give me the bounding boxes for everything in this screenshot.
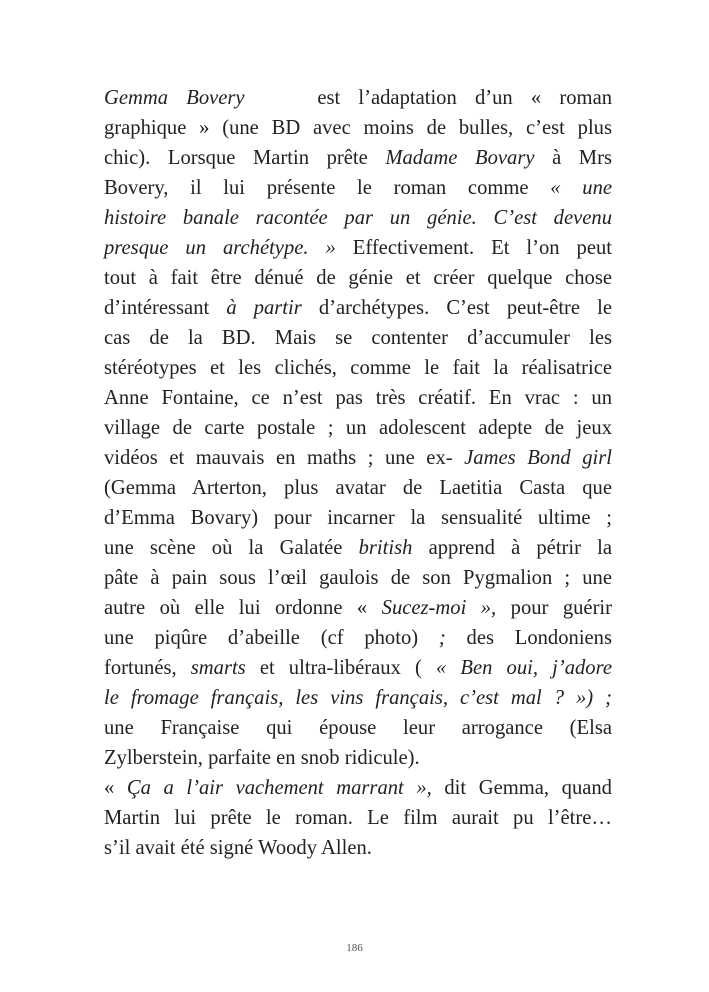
book-title: Madame Bovary — [385, 147, 535, 169]
text-line: cas de la BD. Mais se contenter d’accumuler les — [104, 327, 612, 349]
text-line: stéréotypes et les clichés, comme le fait la réalisatrice — [104, 357, 612, 379]
text-line: graphique » (une BD avec moins de bulles, c’est plus — [104, 117, 612, 139]
text-line: pâte à pain sous l’œil gaulois de son Pygmalion ; une — [104, 567, 612, 589]
film-title: Gemma Bovery — [104, 87, 245, 109]
text-line: chic). Lorsque Martin prête Madame Bovary à Mrs — [104, 147, 612, 169]
text-line: presque un archétype. » Effectivement. Et l’on peut — [104, 237, 612, 259]
text-line: d’intéressant à partir d’archétypes. C’est peut-être le — [104, 297, 613, 319]
text-line: (Gemma Arterton, plus avatar de Laetitia Casta que — [104, 477, 612, 499]
text-line: Anne Fontaine, ce n’est pas très créatif. En vrac : un — [104, 387, 612, 409]
body-text — [104, 83, 612, 863]
text-line: Gemma Bovery est l’adaptation d’un « roman — [104, 87, 613, 109]
quotation: histoire banale racontée par un génie. C’est devenu — [104, 207, 612, 229]
text-line: tout à fait être dénué de génie et créer quelque chose — [104, 267, 612, 289]
text-line: s’il avait été signé Woody Allen. — [104, 837, 372, 859]
text-line: Martin lui prête le roman. Le film aurait pu l’être… — [104, 807, 612, 829]
text-line: une scène où la Galatée british apprend à pétrir la — [104, 537, 612, 559]
text-line: village de carte postale ; un adolescent adepte de jeux — [104, 417, 612, 439]
page-number: 186 — [346, 942, 363, 954]
text-line: une piqûre d’abeille (cf photo) ; des Londoniens — [104, 627, 612, 649]
text-line: « Ça a l’air vachement marrant », dit Gemma, quand — [104, 777, 612, 799]
text-line: Zylberstein, parfaite en snob ridicule). — [104, 747, 420, 769]
text-line: vidéos et mauvais en maths ; une ex- James Bond girl — [104, 447, 612, 469]
text-line: autre où elle lui ordonne « Sucez-moi », pour guérir — [104, 597, 613, 619]
text-line: une Française qui épouse leur arrogance (Elsa — [104, 717, 612, 739]
text-line: Bovery, il lui présente le roman comme « une — [104, 177, 613, 199]
text-line: le fromage français, les vins français, c’est mal ? ») ; — [104, 687, 612, 709]
text-line: d’Emma Bovary) pour incarner la sensualité ultime ; — [104, 507, 612, 529]
text-line — [104, 203, 612, 233]
text-line: fortunés, smarts et ultra-libéraux ( « Ben oui, j’adore — [104, 657, 612, 679]
